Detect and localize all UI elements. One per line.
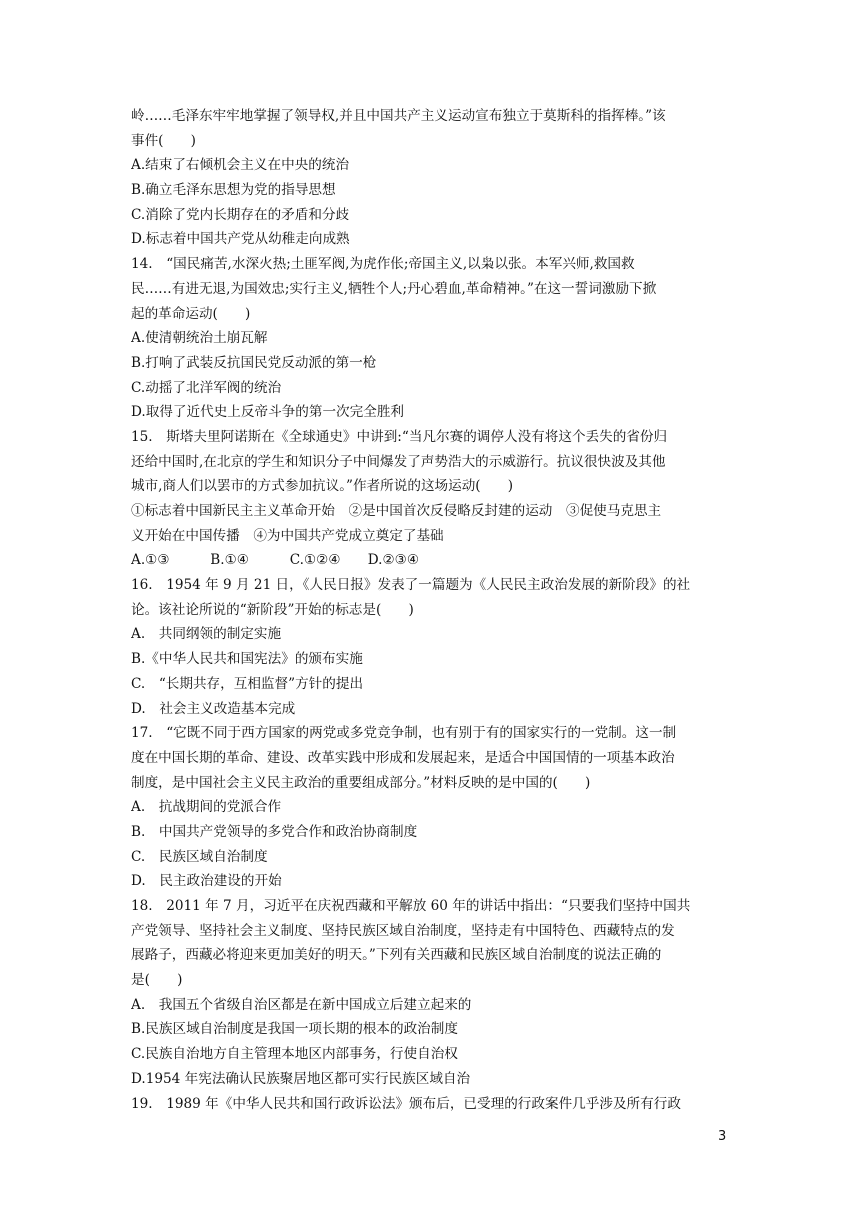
answer-option: D. 民主政治建设的开始 — [131, 873, 282, 890]
text-line: 产党领导、坚持社会主义制度、坚持民族区域自治制度，坚持走有中国特色、西藏特点的发 — [131, 922, 675, 939]
text-line: 岭……毛泽东牢牢地掌握了领导权,并且中国共产主义运动宣布独立于莫斯科的指挥棒。”该 — [131, 108, 666, 124]
text-line: ①标志着中国新民主主义革命开始 ②是中国首次反侵略反封建的运动 ③促使马克思主 — [131, 503, 662, 519]
answer-option: B. 中国共产党领导的多党合作和政治协商制度 — [131, 823, 418, 840]
answer-option: A. 共同纲领的制定实施 — [131, 626, 282, 643]
question-15-line: 15. 斯塔夫里阿诺斯在《全球通史》中讲到:“当凡尔赛的调停人没有将这个丢失的省份归 — [131, 428, 668, 445]
answer-option: C. 民族区域自治制度 — [131, 848, 268, 865]
page-body — [131, 104, 731, 1116]
question-18-line: 18. 2011 年 7 月，习近平在庆祝西藏和平解放 60 年的讲话中指出：“只要我们坚持中国共 — [131, 898, 691, 914]
text-line: 义开始在中国传播 ④为中国共产党成立奠定了基础 — [131, 527, 444, 544]
text-line: 事件( ) — [131, 132, 196, 149]
text-line: 展路子，西藏必将迎来更加美好的明天。”下列有关西藏和民族区域自治制度的说法正确的 — [131, 947, 662, 964]
answer-option: C. “长期共存，互相监督”方针的提出 — [131, 675, 364, 692]
answer-option: D. 社会主义改造基本完成 — [131, 700, 296, 717]
answer-option: C.动摇了北洋军阀的统治 — [131, 379, 282, 396]
text-line: 民……有进无退,为国效忠;实行主义,牺牲个人;丹心碧血,革命精神。”在这一誓词激励下掀 — [131, 280, 657, 297]
answer-option: B.民族区域自治制度是我国一项长期的根本的政治制度 — [131, 1021, 458, 1038]
answer-option: B.确立毛泽东思想为党的指导思想 — [131, 182, 336, 199]
text-line: 度在中国长期的革命、建设、改革实践中形成和发展起来，是适合中国国情的一项基本政治 — [131, 749, 675, 766]
answer-option: A. 我国五个省级自治区都是在新中国成立后建立起来的 — [131, 996, 472, 1013]
text-line: 起的革命运动( ) — [131, 305, 251, 322]
question-17-line: 17. “它既不同于西方国家的两党或多党竞争制，也有别于有的国家实行的一党制。这一制 — [131, 725, 677, 742]
answer-option: C.消除了党内长期存在的矛盾和分歧 — [131, 206, 350, 223]
answer-option: C.民族自治地方自主管理本地区内部事务，行使自治权 — [131, 1046, 458, 1063]
answer-options-row: A.①③ B.①④ C.①②④ D.②③④ — [131, 552, 420, 569]
answer-option: A.使清朝统治土崩瓦解 — [131, 330, 268, 347]
text-line: 制度，是中国社会主义民主政治的重要组成部分。”材料反映的是中国的( ) — [131, 774, 591, 791]
question-19-line: 19. 1989 年《中华人民共和国行政诉讼法》颁布后，已受理的行政案件几乎涉及所有行政 — [131, 1095, 681, 1112]
text-line: 是( ) — [131, 972, 183, 989]
answer-option: D.标志着中国共产党从幼稚走向成熟 — [131, 231, 350, 248]
answer-option: A.结束了右倾机会主义在中央的统治 — [131, 157, 350, 174]
question-16-line: 16. 1954 年 9 月 21 日，《人民日报》发表了一篇题为《人民民主政治发展的新阶段》的社 — [131, 577, 691, 594]
answer-option: D.1954 年宪法确认民族聚居地区都可实行民族区域自治 — [131, 1070, 471, 1087]
question-14-line: 14. “国民痛苦,水深火热;土匪军阀,为虎作伥;帝国主义,以枭以张。本军兴师,救国救 — [131, 256, 635, 273]
page-number: 3 — [718, 1129, 727, 1144]
answer-option: D.取得了近代史上反帝斗争的第一次完全胜利 — [131, 404, 405, 421]
answer-option: A. 抗战期间的党派合作 — [131, 799, 282, 816]
text-line: 论。该社论所说的“新阶段”开始的标志是( ) — [131, 601, 414, 618]
answer-option: B.《中华人民共和国宪法》的颁布实施 — [131, 651, 363, 668]
answer-option: B.打响了武装反抗国民党反动派的第一枪 — [131, 354, 377, 371]
text-line: 城市,商人们以罢市的方式参加抗议。”作者所说的这场运动( ) — [131, 478, 514, 495]
text-line: 还给中国时,在北京的学生和知识分子中间爆发了声势浩大的示威游行。抗议很快波及其他 — [131, 453, 666, 470]
